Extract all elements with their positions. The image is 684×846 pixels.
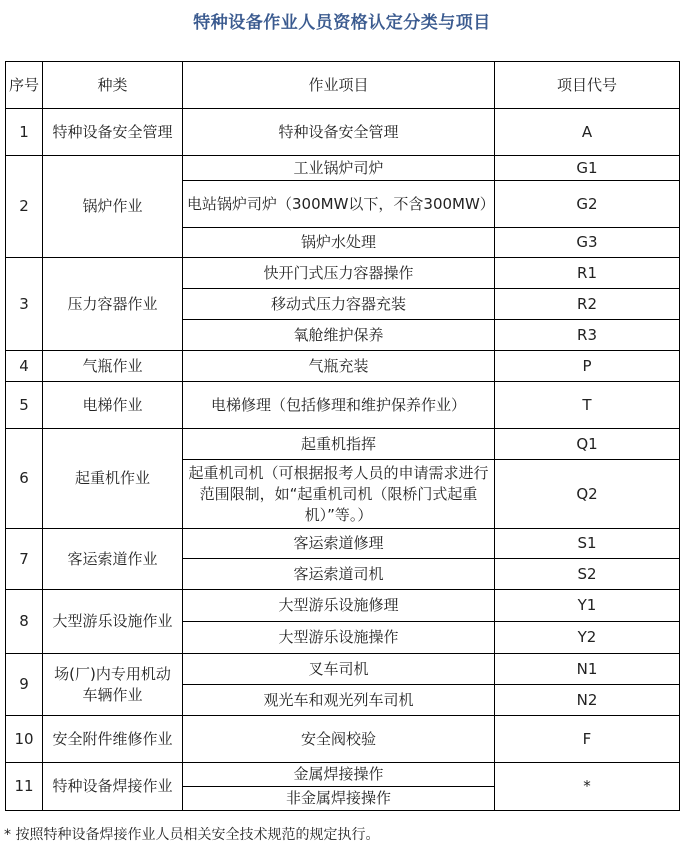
qualification-table [5, 61, 680, 811]
table-row [6, 654, 680, 685]
table-header-row [6, 62, 680, 109]
item-name: 特种设备安全管理 [183, 109, 495, 156]
item-code: T [495, 382, 680, 429]
item-name: 客运索道修理 [183, 529, 495, 559]
table-row [6, 258, 680, 289]
item-name: 非金属焊接操作 [183, 787, 495, 811]
row-no: 7 [6, 529, 43, 590]
item-code: N2 [495, 685, 680, 716]
table-row [6, 351, 680, 382]
item-code: G1 [495, 156, 680, 181]
item-name: 起重机司机（可根据报考人员的申请需求进行范围限制，如“起重机司机（限桥门式起重机）”等。） [183, 460, 495, 529]
header-code: 项目代号 [495, 62, 680, 109]
header-no: 序号 [6, 62, 43, 109]
row-no: 9 [6, 654, 43, 716]
item-name: 客运索道司机 [183, 559, 495, 590]
item-name: 电梯修理（包括修理和维护保养作业） [183, 382, 495, 429]
row-category: 电梯作业 [43, 382, 183, 429]
row-category: 锅炉作业 [43, 156, 183, 258]
item-code: N1 [495, 654, 680, 685]
table-row [6, 156, 680, 181]
item-code: * [495, 763, 680, 811]
item-name: 安全阀校验 [183, 716, 495, 763]
item-name: 氧舱维护保养 [183, 320, 495, 351]
header-item: 作业项目 [183, 62, 495, 109]
item-code: G2 [495, 181, 680, 228]
table-row [6, 429, 680, 460]
table-row [6, 590, 680, 622]
row-category: 安全附件维修作业 [43, 716, 183, 763]
row-category: 大型游乐设施作业 [43, 590, 183, 654]
item-name: 金属焊接操作 [183, 763, 495, 787]
item-name: 起重机指挥 [183, 429, 495, 460]
item-name: 工业锅炉司炉 [183, 156, 495, 181]
row-category: 气瓶作业 [43, 351, 183, 382]
row-category: 客运索道作业 [43, 529, 183, 590]
row-no: 5 [6, 382, 43, 429]
item-code: S1 [495, 529, 680, 559]
item-name: 锅炉水处理 [183, 228, 495, 258]
item-code: R2 [495, 289, 680, 320]
table-row [6, 109, 680, 156]
item-code: S2 [495, 559, 680, 590]
item-code: A [495, 109, 680, 156]
footnote: * 按照特种设备焊接作业人员相关安全技术规范的规定执行。 [4, 827, 380, 843]
row-no: 10 [6, 716, 43, 763]
item-code: Y1 [495, 590, 680, 622]
row-category: 压力容器作业 [43, 258, 183, 351]
row-no: 2 [6, 156, 43, 258]
item-name: 大型游乐设施修理 [183, 590, 495, 622]
item-code: Y2 [495, 622, 680, 654]
row-category: 起重机作业 [43, 429, 183, 529]
row-no: 8 [6, 590, 43, 654]
item-code: R3 [495, 320, 680, 351]
row-category: 场(厂)内专用机动车辆作业 [43, 654, 183, 716]
table-row [6, 382, 680, 429]
row-no: 3 [6, 258, 43, 351]
header-category: 种类 [43, 62, 183, 109]
item-code: G3 [495, 228, 680, 258]
item-name: 移动式压力容器充装 [183, 289, 495, 320]
item-name: 快开门式压力容器操作 [183, 258, 495, 289]
row-category: 特种设备安全管理 [43, 109, 183, 156]
item-name: 气瓶充装 [183, 351, 495, 382]
item-name: 观光车和观光列车司机 [183, 685, 495, 716]
item-code: R1 [495, 258, 680, 289]
item-code: Q2 [495, 460, 680, 529]
row-no: 11 [6, 763, 43, 811]
item-name: 电站锅炉司炉（300MW以下，不含300MW） [183, 181, 495, 228]
item-code: F [495, 716, 680, 763]
row-no: 6 [6, 429, 43, 529]
table-row [6, 763, 680, 787]
row-no: 1 [6, 109, 43, 156]
item-code: Q1 [495, 429, 680, 460]
table-row [6, 716, 680, 763]
item-code: P [495, 351, 680, 382]
row-category: 特种设备焊接作业 [43, 763, 183, 811]
table-row [6, 529, 680, 559]
item-name: 大型游乐设施操作 [183, 622, 495, 654]
row-no: 4 [6, 351, 43, 382]
item-name: 叉车司机 [183, 654, 495, 685]
page-title: 特种设备作业人员资格认定分类与项目 [193, 13, 491, 33]
